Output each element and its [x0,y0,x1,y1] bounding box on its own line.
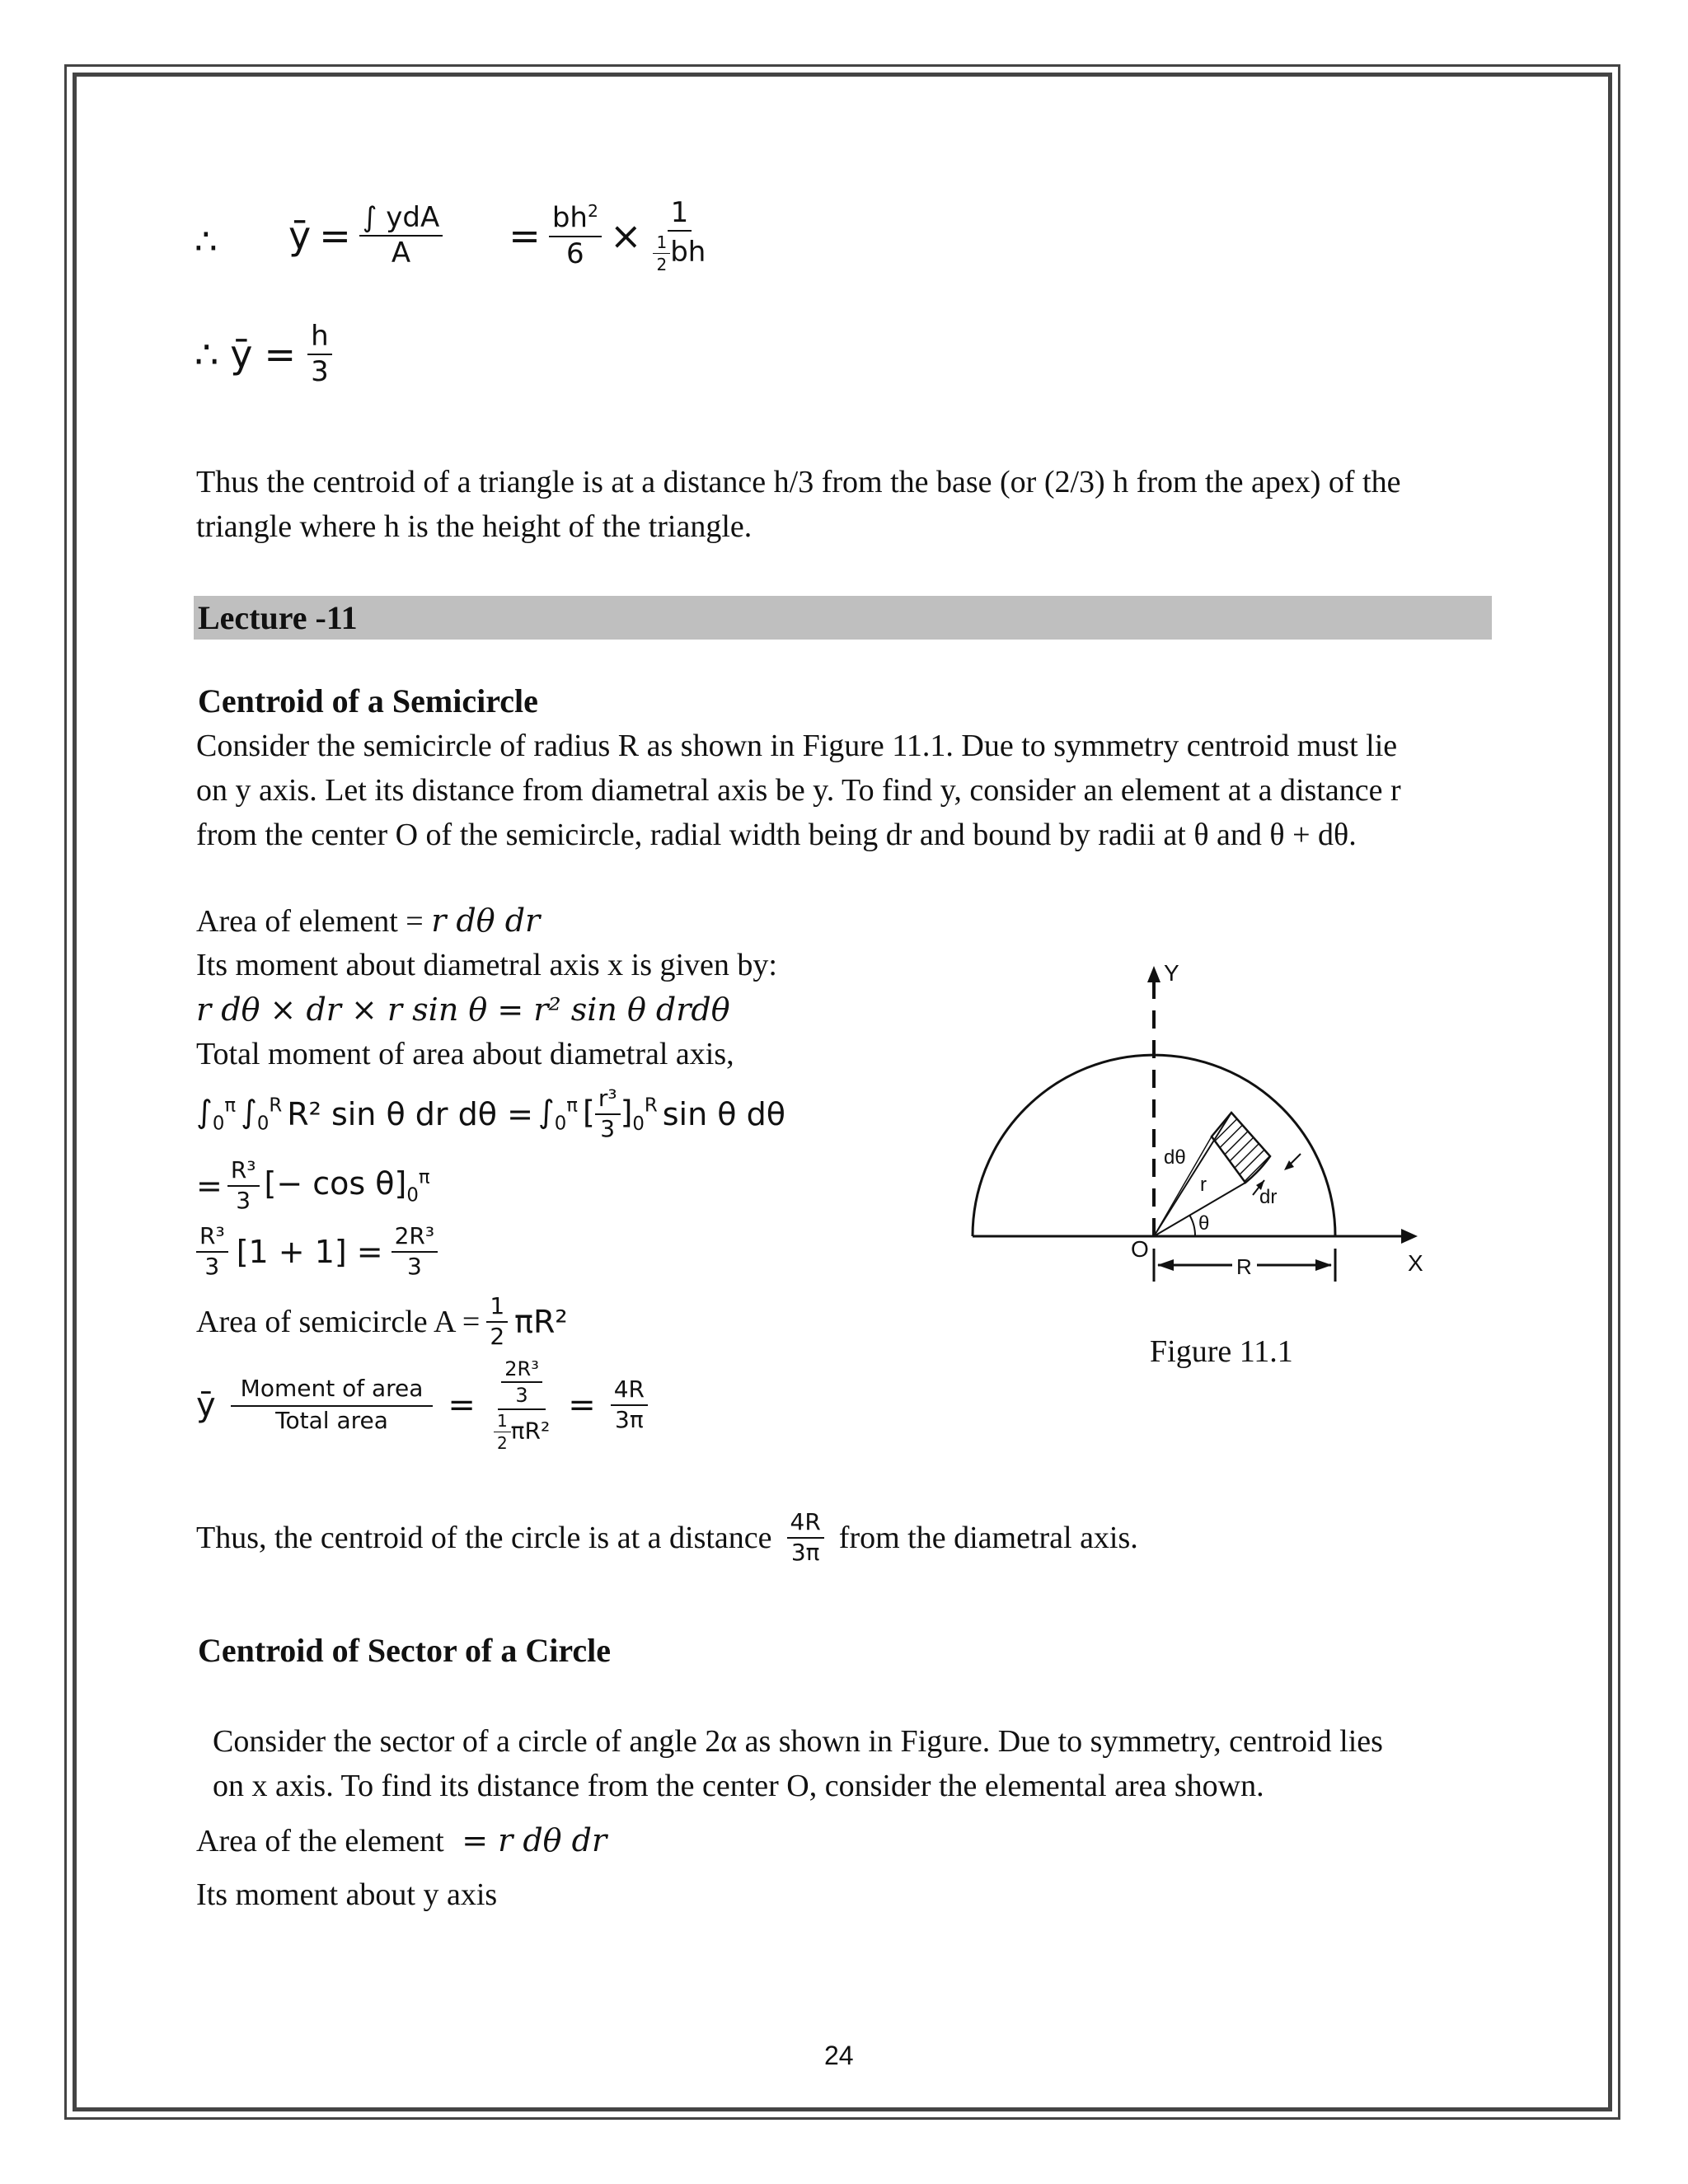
integral-rhs: sin θ dθ [662,1095,785,1132]
sector-heading: Centroid of Sector of a Circle [198,1632,611,1669]
moment-of-area-label: Moment of area [231,1376,434,1407]
triangle-centroid-line-2: triangle where h is the height of the triangle. [196,509,753,544]
ybar-symbol-2: ȳ [230,332,253,377]
sector-area-line [196,1818,607,1863]
sector-text-line-1: Consider the sector of a circle of angle 2α as shown in Figure. Due to symmetry, centroid lies [213,1724,1383,1759]
moment-expression: r dθ × dr × r sin θ = r² sin θ drdθ [196,991,730,1028]
semicircle-heading: Centroid of a Semicircle [198,682,538,719]
bracket-r3-over-3: [ $\frac{\text{r³}}{3}$ ]$_0^R$ [582,1085,658,1142]
fig-label-y: Y [1164,960,1179,986]
fig-label-r: R [1236,1254,1252,1279]
numerator-1: 1 [668,198,692,232]
therefore-symbol-2: ∴ [195,332,219,377]
conclusion-text-b: from the diametral axis. [838,1520,1138,1555]
figure-caption: Figure 11.1 [1150,1334,1293,1369]
fraction-moment-total [231,1376,434,1434]
integral-sign-pi-2: $\int_0^\pi$ [537,1094,578,1135]
sector-text-line-2: on x axis. To find its distance from the center O, consider the elemental area shown. [213,1769,1264,1803]
ybar-equation [288,198,709,274]
fig-label-small-r: r [1200,1174,1207,1196]
fraction-h-3 [307,321,332,388]
numerator-int-ydA: ∫ ydA [359,203,443,237]
fraction-1-half-bh: 1 $\frac{1}{2}$ bh [649,198,709,274]
equals-sign-2: = [509,213,541,259]
result-numerator: 4R [611,1377,648,1406]
triangle-centroid-line-1: Thus the centroid of a triangle is at a distance h/3 from the base (or (2/3) h from the apex) of the [196,465,1401,499]
area-of-element-line [196,898,540,944]
times-sign: × [609,213,642,259]
one-plus-one: [1 + 1] = [236,1233,383,1270]
sector-area-label: Area of the element [196,1824,444,1858]
x-axis-arrowhead [1401,1229,1418,1244]
moment-label: Its moment about diametral axis x is given by: [196,948,777,982]
equals-sign-3: = [264,332,297,377]
integral-sign-R: $\int_0^R$ [241,1094,283,1135]
conclusion-text-a: Thus, the centroid of the circle is at a distance [196,1520,772,1555]
semicircle-text-line-2: on y axis. Let its distance from diametral axis be y. To find y, consider an element at a distance r [196,773,1401,808]
fraction-R3-3-b: $\frac{\text{R³}}{3}$ [196,1224,228,1280]
y-axis-arrowhead [1147,966,1160,982]
sector-moment-label: Its moment about y axis [196,1877,498,1912]
fraction-half: $\frac{1}{2}$ [486,1294,508,1350]
fraction-R3-3: $\frac{\text{R³}}{3}$ [227,1158,260,1214]
conclusion-numerator: 4R [787,1510,824,1539]
area-semicircle-label: Area of semicircle A = [196,1304,481,1339]
area-of-element-expr: r dθ dr [431,902,541,939]
ybar-final-equation: ȳ $\frac{\text{Moment of area}}{\text{Total area}}$ = $\frac{\text{2R³}}{3}$ $\frac{1}{2}$ πR² = $\frac{4R}{3\pi}$ [196,1358,648,1452]
numerator-h: h [307,321,332,355]
fraction-integral-ydA [359,200,443,270]
denominator-A: A [391,237,411,270]
denominator-6: 6 [566,237,584,270]
therefore-symbol-1: ∴ [195,221,218,263]
fraction-bh2-6: $\frac{bh^2}{6}$ [549,202,602,269]
step-cos-line: = $\frac{\text{R³}}{3}$ [− $\cos \theta]_0^\pi$ [196,1156,430,1214]
ybar-h-over-3 [195,321,332,388]
fraction-2R3-over-halfpiR2: $\frac{\text{2R³}}{3}$ $\frac{1}{2}$ πR² [490,1358,553,1452]
integral-sign-pi: $\int_0^\pi$ [196,1094,237,1135]
fig-label-x: X [1408,1250,1423,1276]
radius-line-upper [1154,1113,1231,1236]
sector-area-expr: = r dθ dr [462,1822,607,1858]
pi-R-squared: πR² [514,1303,568,1340]
step-sum-line [196,1224,438,1280]
total-moment-label: Total moment of area about diametral axis, [196,1037,734,1071]
semicircle-text-line-1: Consider the semicircle of radius R as shown in Figure 11.1. Due to symmetry centroid must lie [196,729,1398,763]
integral-equation [196,1086,785,1142]
result-denominator: 3π [615,1405,644,1433]
hatched-element [1212,1113,1270,1183]
conclusion-fraction [787,1510,824,1566]
area-semicircle-line [196,1294,568,1350]
fig-label-theta: θ [1198,1212,1210,1235]
fig-label-dtheta: dθ [1164,1146,1186,1169]
ybar-symbol: ȳ [288,213,312,259]
page-number: 24 [824,2041,854,2070]
area-of-element-label: Area of element = [196,904,424,939]
denominator-3: 3 [311,355,329,389]
lecture-title: Lecture -11 [198,599,358,636]
lecture-banner [194,596,1492,640]
integral-lhs: R² sin θ dr dθ = [287,1095,533,1132]
equals-sign: = [319,213,351,259]
semicircle-text-line-3: from the center O of the semicircle, radial width being dr and bound by radii at θ and θ + dθ. [196,818,1357,852]
theta-arc [1189,1215,1195,1236]
semicircle-figure [956,956,1467,1319]
conclusion-denominator: 3π [790,1538,820,1566]
denominator-bh: bh [670,236,706,269]
fraction-4R-3pi [611,1377,648,1433]
fig-label-o: O [1131,1236,1149,1262]
numerator-bh2: bh [551,201,588,235]
fig-label-dr: dr [1259,1186,1278,1208]
neg-cos-bracket: [− cos θ] [264,1165,407,1202]
ybar-symbol-3: ȳ [196,1385,216,1424]
fraction-2R3-3: $\frac{\text{2R³}}{3}$ [392,1224,438,1280]
total-area-label: Total area [275,1406,388,1434]
semicircle-conclusion [196,1510,1138,1566]
